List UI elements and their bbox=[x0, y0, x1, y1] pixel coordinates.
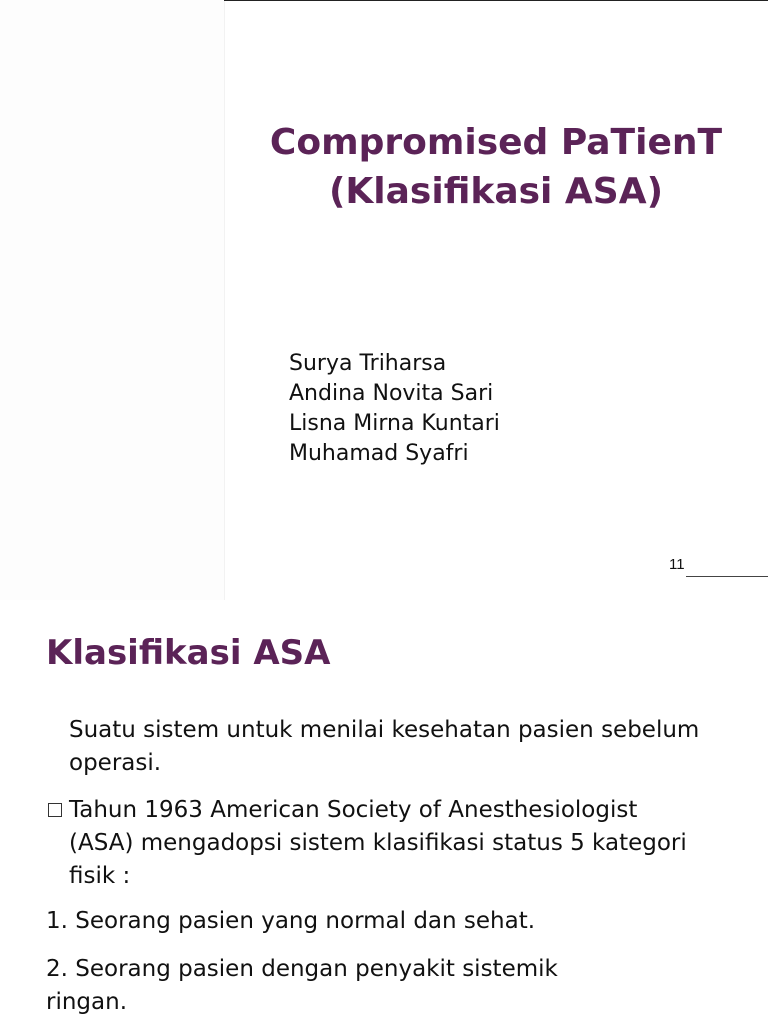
slide-left-panel bbox=[0, 0, 225, 600]
list-item-asa-1: 1. Seorang pasien yang normal dan sehat. bbox=[46, 908, 536, 934]
slide-content bbox=[0, 600, 768, 1024]
slide-title-line-2: (Klasifikasi ASA) bbox=[328, 171, 664, 212]
top-divider bbox=[224, 0, 768, 1]
page-number: 11 bbox=[669, 556, 685, 573]
slide-title-line-1: Compromised PaTienT bbox=[269, 122, 723, 163]
paragraph-history: Tahun 1963 American Society of Anesthesiologist (ASA) mengadopsi sistem klasifikasi status 5 kategori fisik : bbox=[69, 797, 687, 889]
slide-heading: Klasifikasi ASA bbox=[46, 633, 331, 673]
list-item-asa-2: 2. Seorang pasien dengan penyakit sistemik ringan. bbox=[46, 956, 558, 1015]
author-name: Andina Novita Sari bbox=[289, 381, 494, 406]
author-name: Lisna Mirna Kuntari bbox=[289, 411, 500, 436]
square-bullet-icon bbox=[48, 803, 62, 817]
author-name: Muhamad Syafri bbox=[289, 441, 469, 466]
author-list bbox=[289, 349, 500, 469]
page-number-rule bbox=[686, 576, 768, 577]
author-name: Surya Triharsa bbox=[289, 351, 447, 376]
paragraph-intro: Suatu sistem untuk menilai kesehatan pasien sebelum operasi. bbox=[69, 717, 700, 776]
